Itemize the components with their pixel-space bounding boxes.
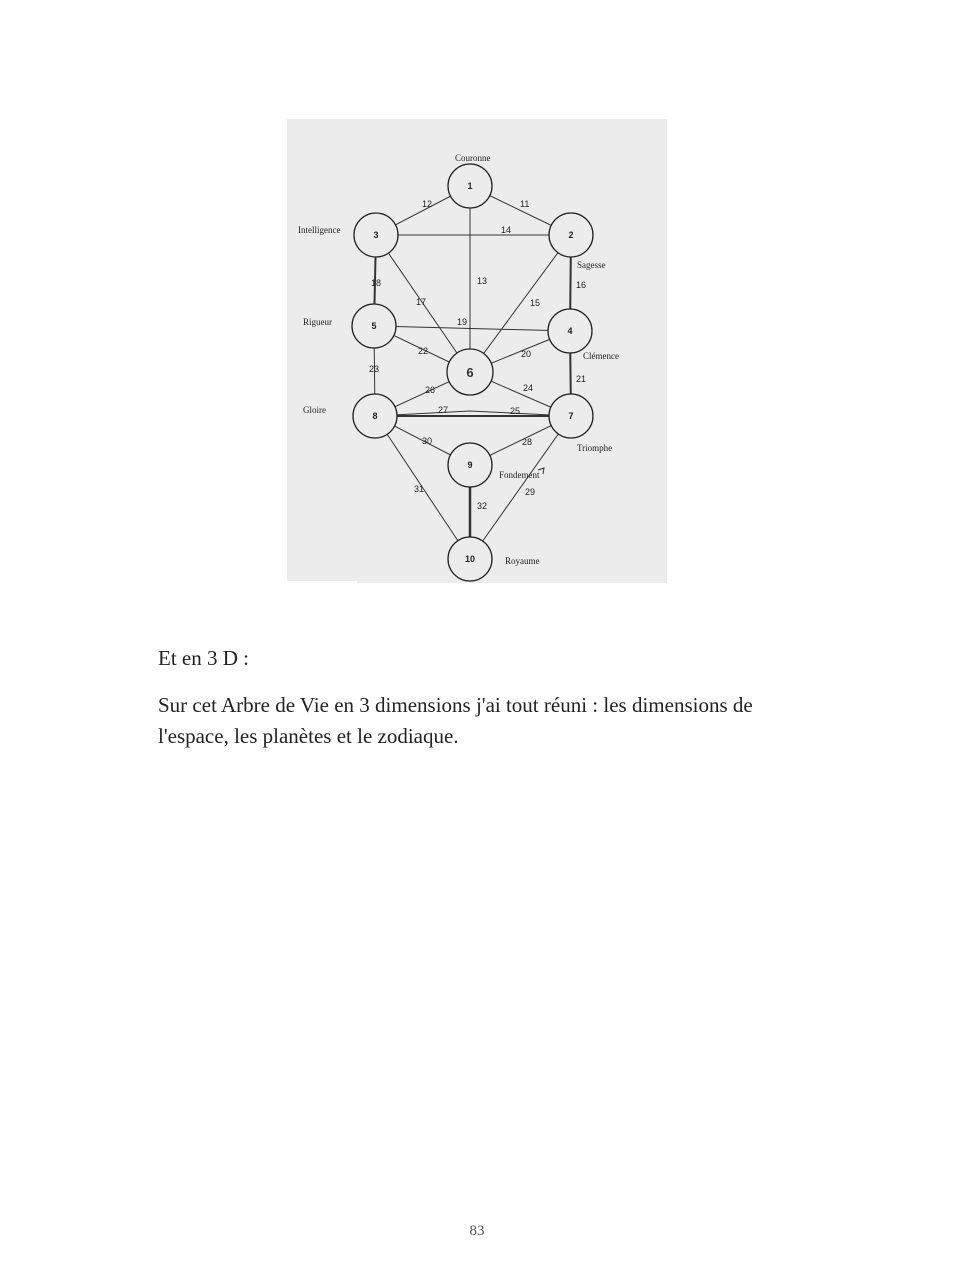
path-number-label: 20 [521, 349, 532, 359]
sephirah-name: Royaume [505, 556, 540, 566]
path-number-label: 31 [414, 484, 425, 494]
page-number: 83 [469, 1223, 485, 1239]
sephirah-number: 7 [568, 411, 574, 421]
sephirah-name: Intelligence [298, 225, 341, 235]
sephirah-name: Gloire [303, 405, 326, 415]
sephirah-number: 9 [467, 460, 473, 470]
path-number-label: 32 [477, 501, 488, 511]
sephirah-number: 3 [373, 230, 379, 240]
path-number-label: 25 [510, 406, 521, 416]
sephirah-number: 4 [567, 326, 573, 336]
path-number-label: 26 [425, 385, 436, 395]
sephirah-name: Triomphe [577, 443, 613, 453]
sephirah-name: Clémence [583, 351, 619, 361]
path-number-label: 22 [418, 346, 429, 356]
path-number-label: 11 [520, 199, 530, 209]
path-number-label: 16 [576, 280, 587, 290]
path-number-label: 27 [438, 405, 449, 415]
sephirah-name: Rigueur [303, 317, 332, 327]
path-number-label: 24 [523, 383, 534, 393]
path-number-label: 19 [457, 317, 468, 327]
sephirah-name: Fondement [499, 470, 540, 480]
sephirah-number: 8 [372, 411, 378, 421]
path-number-label: 12 [422, 199, 433, 209]
path-number-label: 14 [501, 225, 512, 235]
path-number-label: 13 [477, 276, 488, 286]
path-number-label: 28 [522, 437, 533, 447]
sephirah-number: 1 [467, 181, 473, 191]
intro-text: Et en 3 D : [158, 646, 249, 670]
path-number-label: 29 [525, 487, 536, 497]
sephirah-number: 6 [466, 365, 474, 380]
scan-edge-artifact [287, 581, 357, 583]
tree-of-life-svg [287, 119, 667, 583]
sephirah-name: Couronne [455, 153, 491, 163]
path-number-label: 23 [369, 364, 380, 374]
body-paragraph: Sur cet Arbre de Vie en 3 dimensions j'ai tout réuni : les dimensions de l'espace, les planètes et le zodiaque. [158, 693, 753, 748]
path-number-label: 17 [416, 297, 427, 307]
sephirah-number: 10 [464, 554, 476, 564]
sephirah-number: 5 [371, 321, 377, 331]
sephirah-name: Sagesse [577, 260, 606, 270]
path-number-label: 15 [530, 298, 541, 308]
path-number-label: 30 [422, 436, 433, 446]
path-number-label: 21 [576, 374, 587, 384]
path-number-label: 18 [371, 278, 382, 288]
tree-of-life-diagram [287, 119, 667, 583]
sephirah-number: 2 [568, 230, 574, 240]
